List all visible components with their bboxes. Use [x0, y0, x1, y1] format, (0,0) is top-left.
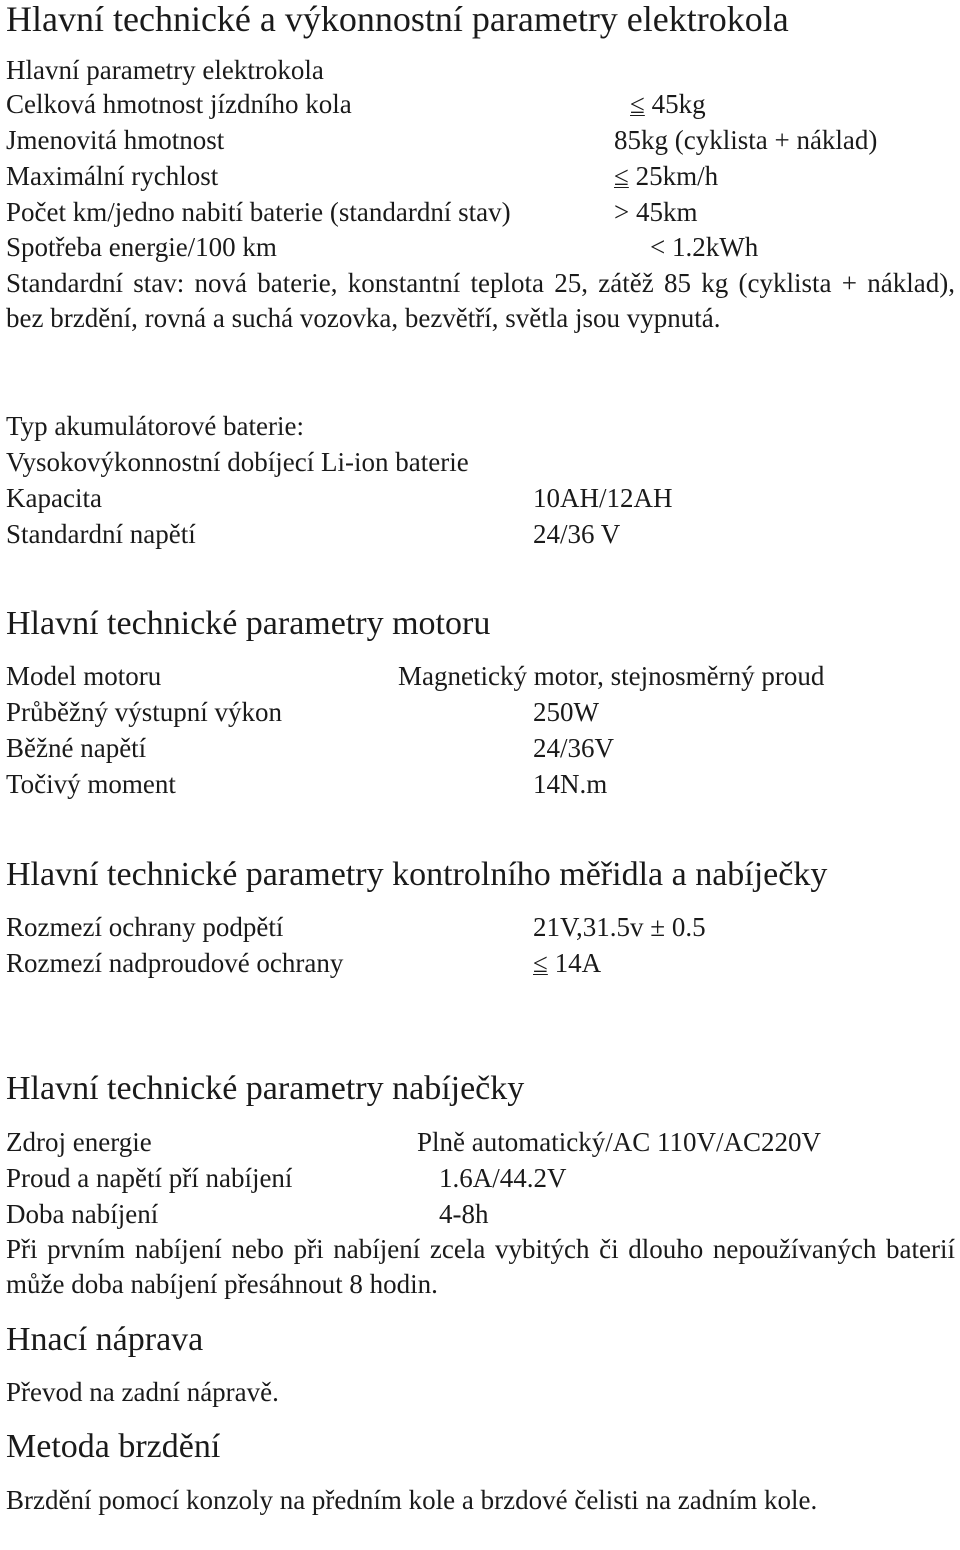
motor-heading: Hlavní technické parametry motoru	[6, 605, 491, 642]
consumption-label: Spotřeba energie/100 km	[6, 232, 277, 262]
charger-heading: Hlavní technické parametry nabíječky	[6, 1070, 525, 1107]
charging-time-value: 4-8h	[439, 1199, 489, 1229]
max-speed-value: ≤ 25km/h	[614, 161, 719, 191]
charging-current-value: 1.6A/44.2V	[439, 1163, 567, 1193]
charging-current-label: Proud a napětí pří nabíjení	[6, 1163, 293, 1193]
battery-type-label: Typ akumulátorové baterie:	[6, 411, 305, 441]
standard-voltage-value: 24/36 V	[533, 519, 621, 549]
standard-state-note: Standardní stav: nová baterie, konstantní teplota 25, zátěž 85 kg (cyklista + náklad), bez brzdění, rovná a suchá vozovka, bezvětří, světla jsou vypnutá.	[6, 268, 955, 333]
overcurrent-value: ≤ 14A	[533, 948, 602, 978]
drive-axle-text: Převod na zadní nápravě.	[6, 1377, 279, 1407]
charging-note: Při prvním nabíjení nebo při nabíjení zcela vybitých či dlouho nepoužívaných baterií může doba nabíjení přesáhnout 8 hodin.	[6, 1234, 955, 1299]
range-value: > 45km	[614, 197, 698, 227]
capacity-value: 10AH/12AH	[533, 483, 673, 513]
controller-heading: Hlavní technické parametry kontrolního měřidla a nabíječky	[6, 856, 828, 893]
power-source-label: Zdroj energie	[6, 1127, 152, 1157]
less-equal-symbol: ≤	[630, 89, 645, 119]
standard-voltage-label: Standardní napětí	[6, 519, 196, 549]
undervoltage-value: 21V,31.5v ± 0.5	[533, 912, 706, 942]
bike-params-heading: Hlavní parametry elektrokola	[6, 55, 324, 85]
battery-type-value: Vysokovýkonnostní dobíjecí Li-ion baterie	[6, 447, 469, 477]
range-label: Počet km/jedno nabití baterie (standardní stav)	[6, 197, 511, 227]
page-title: Hlavní technické a výkonnostní parametry elektrokola	[6, 0, 789, 39]
less-equal-symbol: ≤	[533, 948, 548, 978]
less-equal-symbol: ≤	[614, 161, 629, 191]
motor-model-label: Model motoru	[6, 661, 162, 691]
charging-time-label: Doba nabíjení	[6, 1199, 159, 1229]
continuous-power-value: 250W	[533, 697, 599, 727]
max-speed-label: Maximální rychlost	[6, 161, 219, 191]
braking-text: Brzdění pomocí konzoly na předním kole a brzdové čelisti na zadním kole.	[6, 1485, 818, 1515]
torque-value: 14N.m	[533, 769, 608, 799]
consumption-value: < 1.2kWh	[650, 232, 759, 262]
continuous-power-label: Průběžný výstupní výkon	[6, 697, 282, 727]
capacity-label: Kapacita	[6, 483, 102, 513]
power-source-value: Plně automatický/AC 110V/AC220V	[417, 1127, 821, 1157]
rated-weight-value: 85kg (cyklista + náklad)	[614, 125, 878, 155]
motor-model-value: Magnetický motor, stejnosměrný proud	[398, 661, 825, 691]
total-weight-label: Celková hmotnost jízdního kola	[6, 89, 352, 119]
rated-weight-label: Jmenovitá hmotnost	[6, 125, 225, 155]
total-weight-value: ≤ 45kg	[630, 89, 706, 119]
braking-heading: Metoda brzdění	[6, 1428, 221, 1465]
undervoltage-label: Rozmezí ochrany podpětí	[6, 912, 284, 942]
operating-voltage-label: Běžné napětí	[6, 733, 147, 763]
operating-voltage-value: 24/36V	[533, 733, 614, 763]
torque-label: Točivý moment	[6, 769, 176, 799]
drive-axle-heading: Hnací náprava	[6, 1321, 204, 1358]
overcurrent-label: Rozmezí nadproudové ochrany	[6, 948, 344, 978]
